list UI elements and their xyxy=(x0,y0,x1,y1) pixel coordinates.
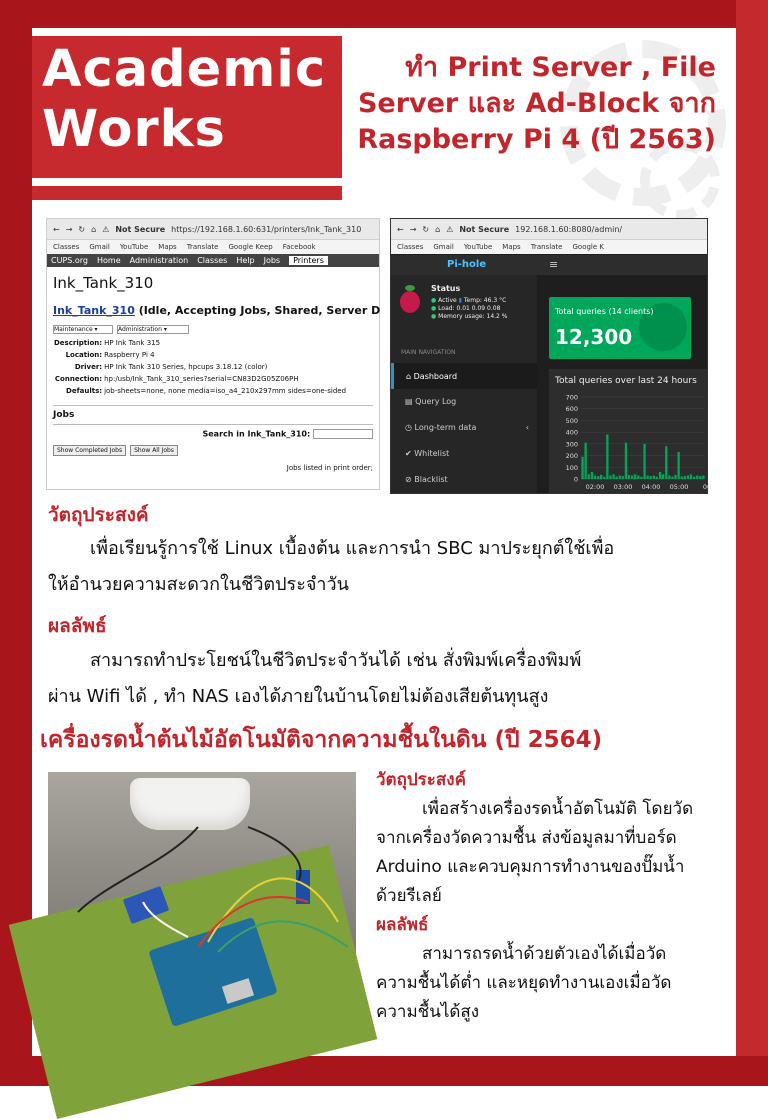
section2-objective-line4: ด้วยรีเลย์ xyxy=(376,886,442,906)
chart-bar xyxy=(653,475,655,479)
chart-bar xyxy=(634,474,636,479)
menu-whitelist-label: Whitelist xyxy=(414,449,450,458)
x-tick-label: 06 xyxy=(702,483,712,491)
nav-classes[interactable]: Classes xyxy=(197,256,228,265)
chart-bar xyxy=(616,477,618,479)
y-tick-label: 500 xyxy=(565,416,578,425)
chart-bar xyxy=(609,475,611,479)
section1-objective-heading: วัตถุประสงค์ xyxy=(48,504,149,526)
defaults-value: job-sheets=none, none media=iso_a4_210x297mm sides=one-sided xyxy=(104,387,347,395)
chart-bar xyxy=(681,477,683,479)
back-icon[interactable]: ← xyxy=(53,224,60,234)
section2-text xyxy=(376,766,693,1027)
section1-result-heading: ผลลัพธ์ xyxy=(48,615,107,637)
not-secure-label: Not Secure xyxy=(459,224,510,234)
printer-link[interactable]: Ink_Tank_310 xyxy=(53,304,135,317)
chart-bar xyxy=(631,475,633,479)
menu-long-term-label: Long-term data xyxy=(414,423,477,432)
x-tick-label: 05:00 xyxy=(669,483,689,491)
home-icon[interactable]: ⌂ xyxy=(435,224,441,234)
show-all-jobs-button[interactable]: Show All Jobs xyxy=(130,445,178,456)
pihole-sidebar xyxy=(391,275,537,493)
chart-bar xyxy=(650,476,652,479)
status-temp: Temp: 46.3 °C xyxy=(463,297,507,304)
bookmark[interactable]: YouTube xyxy=(119,243,149,251)
chart-bar xyxy=(622,476,624,479)
url-field[interactable]: 192.168.1.60:8080/admin/ xyxy=(515,224,623,234)
raspberry-logo-icon xyxy=(399,285,421,315)
menu-dashboard-label: Dashboard xyxy=(413,372,458,381)
menu-blacklist[interactable] xyxy=(405,475,448,484)
total-queries-value: 12,300 xyxy=(555,325,633,349)
badge-line-1: Academic xyxy=(42,40,327,99)
y-tick-label: 300 xyxy=(565,440,578,449)
chart-bar xyxy=(581,457,583,479)
bookmark[interactable]: Translate xyxy=(186,243,219,251)
loc-value: Raspberry Pi 4 xyxy=(104,351,155,359)
chart-bar xyxy=(606,434,608,479)
desc-value: HP Ink Tank 315 xyxy=(104,339,161,347)
chart-bar xyxy=(591,472,593,479)
arduino-photo xyxy=(48,772,356,1024)
chart-bar xyxy=(696,475,698,479)
badge-line-2: Works xyxy=(42,100,226,159)
total-queries-label: Total queries (14 clients) xyxy=(555,307,654,316)
bookmark[interactable]: YouTube xyxy=(463,243,493,251)
project1-title: ทำ Print Server , File Server และ Ad-Block จาก Raspberry Pi 4 (ปี 2563) xyxy=(357,52,716,155)
chart-bar xyxy=(678,452,680,479)
section2-objective-line1: เพื่อสร้างเครื่องรดน้ำอัตโนมัติ โดยวัด xyxy=(422,799,694,819)
chart-bar xyxy=(628,475,630,479)
chart-bar xyxy=(625,443,627,479)
menu-long-term-data[interactable] xyxy=(405,423,529,432)
browser-toolbar xyxy=(47,219,379,240)
status-title: Status xyxy=(431,284,461,293)
y-tick-label: 100 xyxy=(565,463,578,472)
nav-home[interactable]: Home xyxy=(97,256,121,265)
section2-objective-heading: วัตถุประสงค์ xyxy=(376,770,466,790)
nav-help[interactable]: Help xyxy=(236,256,255,265)
chart-bar xyxy=(588,474,590,479)
main-nav-label: MAIN NAVIGATION xyxy=(401,349,456,356)
jobs-heading: Jobs xyxy=(53,405,373,420)
chevron-left-icon: ‹ xyxy=(525,423,529,432)
browser-toolbar xyxy=(391,219,707,240)
bookmark[interactable]: Maps xyxy=(502,243,521,251)
administration-select[interactable]: Administration ▾ xyxy=(117,325,189,334)
chart-bar xyxy=(637,475,639,479)
status-load: Load: 0.01 0.09 0.08 xyxy=(438,305,501,312)
bookmark[interactable]: Translate xyxy=(530,243,563,251)
defaults-label: Defaults: xyxy=(66,387,103,395)
nav-jobs[interactable]: Jobs xyxy=(263,256,281,265)
clock-icon: ◷ xyxy=(405,423,412,432)
bookmark[interactable]: Google K xyxy=(572,243,604,251)
driver-value: HP Ink Tank 310 Series, hpcups 3.18.12 (color) xyxy=(104,363,268,371)
chart-bar xyxy=(668,475,670,479)
show-completed-jobs-button[interactable]: Show Completed Jobs xyxy=(53,445,126,456)
project2-title: เครื่องรดน้ำต้นไม้อัตโนมัติจากความชื้นในดิน (ปี 2564) xyxy=(40,727,603,753)
search-label: Search in Ink_Tank_310: xyxy=(202,429,311,439)
chart-bar xyxy=(656,477,658,479)
frame-right xyxy=(736,0,768,1086)
bookmark[interactable]: Gmail xyxy=(433,243,454,251)
administration-select-value: Administration xyxy=(118,326,162,333)
y-tick-label: 0 xyxy=(573,475,578,484)
section1-objective-line1: เพื่อเรียนรู้การใช้ Linux เบื้องต้น และการนำ SBC มาประยุกต์ใช้เพื่อ xyxy=(90,538,615,559)
forward-icon[interactable]: → xyxy=(409,224,417,234)
pihole-screenshot xyxy=(390,218,712,494)
maintenance-select-value: Maintenance xyxy=(54,326,93,333)
menu-icon[interactable]: ≡ xyxy=(549,258,559,271)
section2-result-line1: สามารถรดน้ำด้วยตัวเองได้เมื่อวัด xyxy=(422,944,667,964)
wires xyxy=(48,772,356,1024)
chart-bar xyxy=(603,477,605,479)
chart-bar xyxy=(659,472,661,479)
chart-bar xyxy=(662,474,664,479)
chart-bar xyxy=(647,475,649,479)
chart-bar xyxy=(690,474,692,479)
warning-icon: ⚠ xyxy=(446,224,454,234)
driver-label: Driver: xyxy=(74,363,103,371)
bookmark[interactable]: Classes xyxy=(53,243,80,251)
printer-status-line xyxy=(53,304,381,317)
bookmark[interactable]: Facebook xyxy=(282,243,316,251)
section1-result-line1: สามารถทำประโยชน์ในชีวิตประจำวันได้ เช่น สั่งพิมพ์เครื่องพิมพ์ xyxy=(90,650,582,671)
y-tick-label: 200 xyxy=(565,452,578,461)
chart-title: Total queries over last 24 hours xyxy=(555,376,697,386)
chart-bar xyxy=(640,477,642,479)
printer-info-table xyxy=(53,337,347,397)
reload-icon[interactable]: ↻ xyxy=(78,224,86,234)
section2-objective-line2: จากเครื่องวัดความชื้น ส่งข้อมูลมาที่บอร์ด xyxy=(376,828,677,848)
cups-nav xyxy=(47,254,379,267)
chart-bar xyxy=(665,446,667,479)
file-icon: ▤ xyxy=(405,397,413,406)
status-dot-icon: ● xyxy=(431,297,437,304)
chart-bar xyxy=(600,475,602,479)
nav-administration[interactable]: Administration xyxy=(129,256,189,265)
total-queries-box xyxy=(549,297,691,359)
y-tick-label: 400 xyxy=(565,428,578,437)
chart-bar xyxy=(693,477,695,479)
chart-bar xyxy=(585,443,587,479)
bookmark[interactable]: Maps xyxy=(158,243,177,251)
url-field[interactable]: https://192.168.1.60:631/printers/Ink_Tank_310 xyxy=(171,224,362,234)
back-icon[interactable]: ← xyxy=(397,224,404,234)
chart-bar xyxy=(671,477,673,479)
chart-bar xyxy=(643,444,645,479)
check-icon: ✔ xyxy=(405,449,412,458)
bookmark[interactable]: Google Keep xyxy=(228,243,273,251)
section1-result-line2: ผ่าน Wifi ได้ , ทำ NAS เองได้ภายในบ้านโดยไม่ต้องเสียต้นทุนสูง xyxy=(48,686,549,707)
queries-chart xyxy=(549,393,712,493)
ban-icon: ⊘ xyxy=(405,475,412,484)
thermometer-icon: ▮ xyxy=(458,297,462,304)
not-secure-label: Not Secure xyxy=(115,224,166,234)
pihole-logo: Pi-hole xyxy=(447,259,487,270)
badge-title xyxy=(42,40,326,160)
chart-bar xyxy=(594,475,596,479)
x-tick-label: 04:00 xyxy=(641,483,661,491)
status-dot-icon: ● xyxy=(431,313,437,320)
pihole-header xyxy=(391,255,707,275)
cups-screenshot xyxy=(46,218,380,490)
status-memory: Memory usage: 14.2 % xyxy=(438,313,508,320)
search-input[interactable] xyxy=(313,429,373,439)
printer-status: (Idle, Accepting Jobs, Shared, Server D xyxy=(134,304,381,317)
menu-dashboard[interactable] xyxy=(391,363,537,389)
section2-result-line2: ความชื้นได้ต่ำ และหยุดทำงานเองเมื่อวัด xyxy=(376,973,672,993)
section1-objective-line2: ให้อำนวยความสะดวกในชีวิตประจำวัน xyxy=(48,574,349,595)
menu-query-log-label: Query Log xyxy=(415,397,457,406)
forward-icon[interactable]: → xyxy=(65,224,73,234)
home-icon: ⌂ xyxy=(406,372,412,381)
reload-icon[interactable]: ↻ xyxy=(422,224,430,234)
chart-bar xyxy=(674,475,676,479)
chart-bar xyxy=(702,475,704,479)
maintenance-select[interactable]: Maintenance ▾ xyxy=(53,325,113,334)
x-tick-label: 02:00 xyxy=(585,483,605,491)
chart-bar xyxy=(612,474,614,479)
desc-label: Description: xyxy=(54,339,103,347)
chart-bar xyxy=(684,476,686,479)
warning-icon: ⚠ xyxy=(102,224,110,234)
chart-bar xyxy=(619,475,621,479)
x-tick-label: 03:00 xyxy=(613,483,633,491)
frame-top xyxy=(0,0,768,28)
loc-label: Location: xyxy=(65,351,103,359)
nav-printers[interactable]: Printers xyxy=(289,256,328,265)
home-icon[interactable]: ⌂ xyxy=(91,224,97,234)
section2-result-heading: ผลลัพธ์ xyxy=(376,915,429,935)
jobs-note: Jobs listed in print order; xyxy=(286,464,373,472)
bookmark[interactable]: Classes xyxy=(397,243,424,251)
bookmarks-bar xyxy=(47,240,379,254)
chart-bar xyxy=(699,476,701,479)
menu-whitelist[interactable] xyxy=(405,449,449,458)
status-dot-icon: ● xyxy=(431,305,437,312)
connection-value: hp:/usb/Ink_Tank_310_series?serial=CN83D2G05Z06PH xyxy=(104,375,299,383)
printer-title: Ink_Tank_310 xyxy=(53,274,154,292)
section2-objective-line3: Arduino และควบคุมการทำงานของปั๊มน้ำ xyxy=(376,857,685,877)
section2-result-line3: ความชื้นได้สูง xyxy=(376,1002,480,1022)
y-tick-label: 600 xyxy=(565,405,578,414)
menu-query-log[interactable] xyxy=(405,397,456,406)
chart-bar xyxy=(687,475,689,479)
y-tick-label: 700 xyxy=(565,393,578,402)
connection-label: Connection: xyxy=(54,375,103,383)
bookmark[interactable]: Gmail xyxy=(89,243,110,251)
queries-chart-panel xyxy=(549,369,712,493)
badge-underline xyxy=(32,186,342,200)
nav-cups-org[interactable]: CUPS.org xyxy=(51,256,89,265)
status-active: Active xyxy=(438,297,457,304)
menu-blacklist-label: Blacklist xyxy=(414,475,448,484)
chart-bar xyxy=(597,476,599,479)
bookmarks-bar xyxy=(391,240,707,254)
